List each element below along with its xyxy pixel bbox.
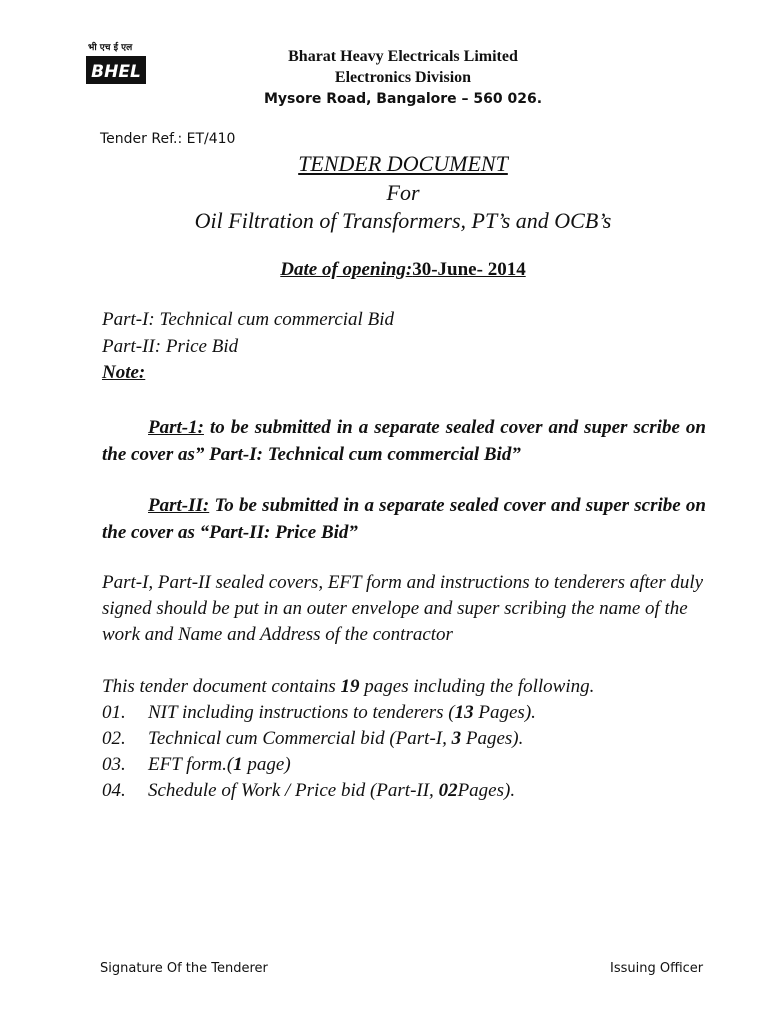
contents-intro: This tender document contains 19 pages including the following. <box>102 676 595 697</box>
signature-of-tenderer: Signature Of the Tenderer <box>100 961 268 976</box>
issuing-officer: Issuing Officer <box>610 961 704 976</box>
list-item: 02. Technical cum Commercial bid (Part-I, 3 Pages). <box>102 728 524 749</box>
opening-label: Date of opening <box>280 259 406 280</box>
part-1-line: Part-I: Technical cum commercial Bid <box>102 309 394 330</box>
list-item: 03. EFT form.(1 page) <box>102 754 291 775</box>
contents-list <box>102 676 594 806</box>
tender-reference: Tender Ref.: ET/410 <box>100 131 236 147</box>
opening-sep: : <box>405 259 413 280</box>
part-2-text: To be submitted in a separate sealed cover and super scribe on the cover as “Part-II: Price Bid” <box>102 495 706 543</box>
part-2-lead: Part-II: <box>148 495 210 516</box>
total-pages: 19 <box>340 676 360 697</box>
logo-hindi-text: भी एच ई एल <box>88 43 133 53</box>
part-2-line: Part-II: Price Bid <box>102 336 239 357</box>
opening-date: 30-June- 2014 <box>412 259 526 280</box>
company-name: Bharat Heavy Electricals Limited <box>288 48 518 65</box>
company-address: Mysore Road, Bangalore – 560 026. <box>263 91 543 107</box>
part-1-lead: Part-1: <box>148 417 204 438</box>
title-subject: Oil Filtration of Transformers, PT’s and OCB’s <box>194 208 612 233</box>
list-item: 01. NIT including instructions to tenderers (13 Pages). <box>102 702 536 723</box>
svg-text:BHEL: BHEL <box>91 62 141 82</box>
list-item: 04. Schedule of Work / Price bid (Part-II, 02Pages). <box>102 780 516 801</box>
document-title: TENDER DOCUMENT <box>298 151 508 176</box>
part-1-text: to be submitted in a separate sealed cover and super scribe on the cover as” Part-I: Technical cum commercial Bid” <box>102 417 706 465</box>
part-1-instruction <box>102 414 706 468</box>
envelope-instruction: Part-I, Part-II sealed covers, EFT form and instructions to tenderers after duly signed should be put in an outer envelope and super scribing the name of the work and Name and Address of the contractor <box>102 572 704 645</box>
division-name: Electronics Division <box>334 69 472 86</box>
part-2-instruction <box>102 492 706 546</box>
date-of-opening <box>18 259 770 281</box>
title-for: For <box>386 180 420 205</box>
note-heading: Note: <box>102 362 146 383</box>
